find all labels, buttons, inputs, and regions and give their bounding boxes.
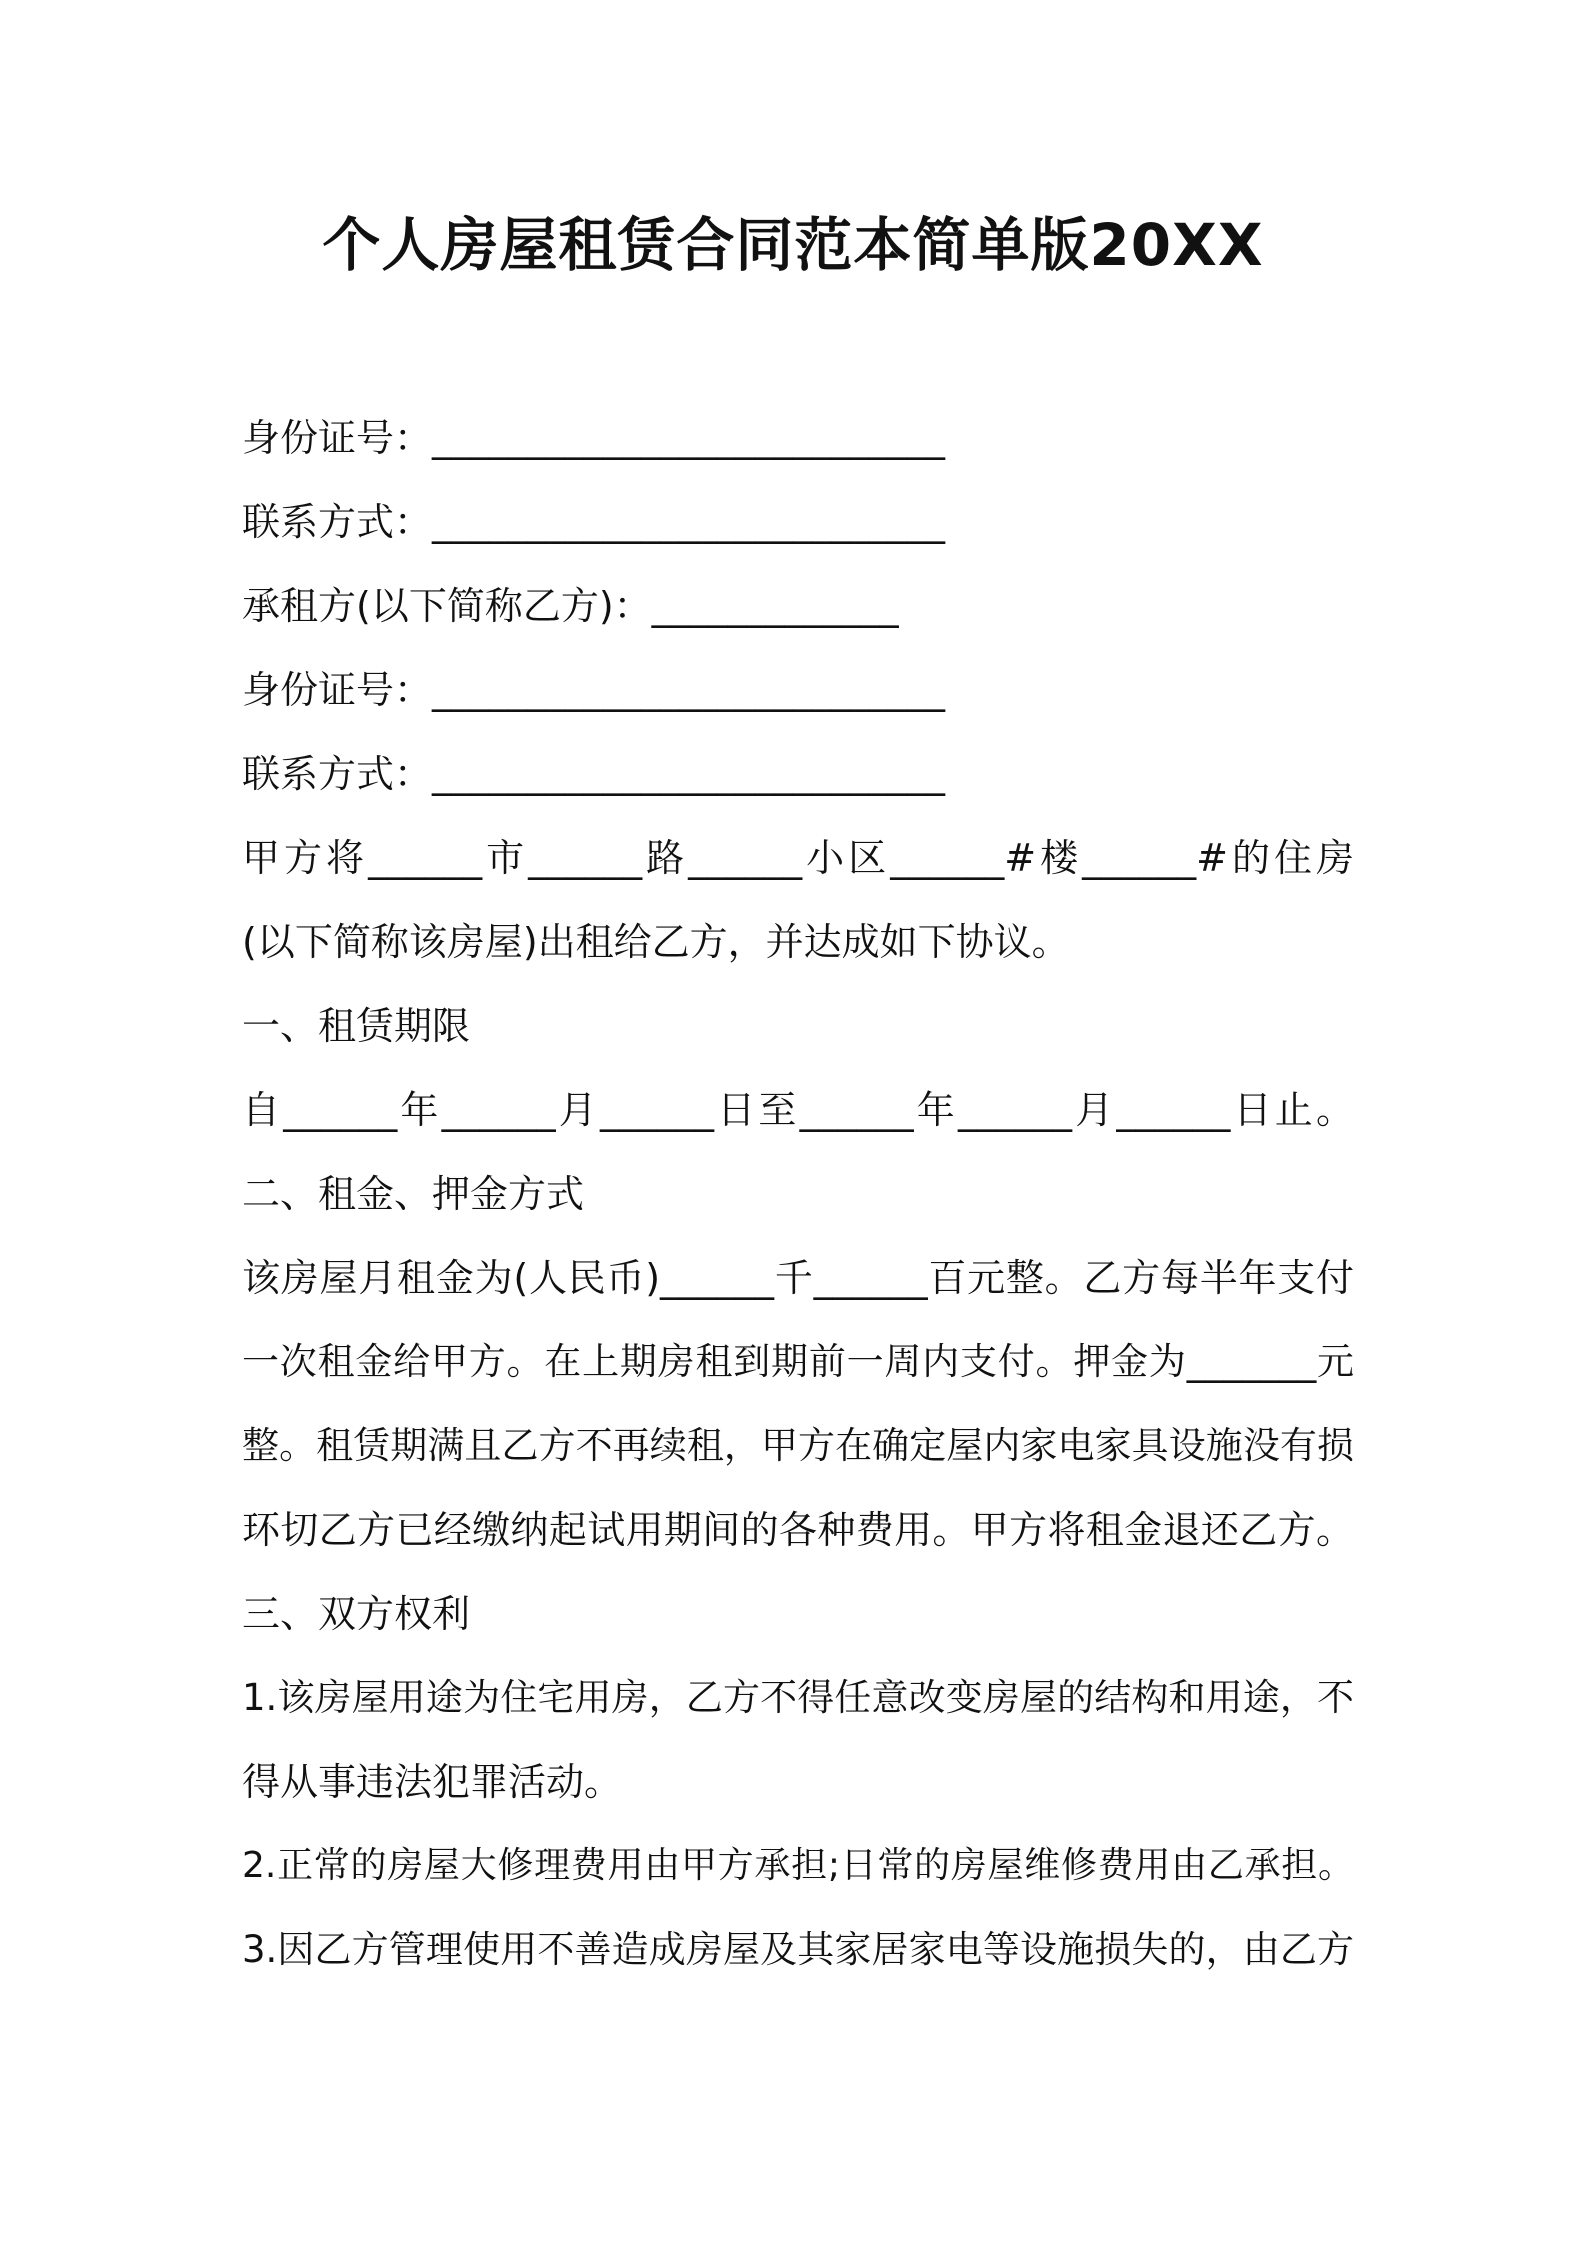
- rights-item-1-line-1: 1.该房屋用途为住宅用房，乙方不得任意改变房屋的结构和用途，不: [242, 1676, 1354, 1719]
- id-number-line-lessor: 身份证号：___________________________: [242, 416, 946, 460]
- contact-line-lessee: 联系方式：___________________________: [242, 752, 946, 796]
- document-title: 个人房屋租赁合同范本简单版20XX: [322, 211, 1264, 279]
- agreement-line: (以下简称该房屋)出租给乙方，并达成如下协议。: [242, 920, 1070, 964]
- rights-item-2: 2.正常的房屋大修理费用由甲方承担;日常的房屋维修费用由乙承担。: [242, 1845, 1354, 1886]
- contact-line-lessor: 联系方式：___________________________: [242, 500, 946, 544]
- rights-item-3: 3.因乙方管理使用不善造成房屋及其家居家电等设施损失的，由乙方: [242, 1928, 1354, 1971]
- rent-paragraph-line-3: 整。租赁期满且乙方不再续租，甲方在确定屋内家电家具设施没有损: [242, 1424, 1354, 1467]
- rights-item-1-line-2: 得从事违法犯罪活动。: [242, 1760, 623, 1804]
- rent-paragraph-line-2: 一次租金给甲方。在上期房租到期前一周内支付。押金为_______元: [242, 1340, 1354, 1383]
- section-heading-rights: 三、双方权利: [242, 1592, 471, 1636]
- rent-paragraph-line-1: 该房屋月租金为(人民币)______千______百元整。乙方每半年支付: [242, 1256, 1354, 1300]
- lessee-line: 承租方(以下简称乙方)：_____________: [242, 584, 899, 628]
- rent-paragraph-line-4: 环切乙方已经缴纳起试用期间的各种费用。甲方将租金退还乙方。: [242, 1508, 1354, 1552]
- document-body: [242, 396, 1354, 1992]
- lease-term-line: 自______年______月______日至______年______月______日止。: [242, 1088, 1354, 1132]
- section-heading-term: 一、租赁期限: [242, 1004, 471, 1048]
- section-heading-rent: 二、租金、押金方式: [242, 1172, 585, 1216]
- property-address-line: 甲方将______市______路______小区______#楼______#的住房: [242, 836, 1354, 880]
- id-number-line-lessee: 身份证号：___________________________: [242, 668, 946, 712]
